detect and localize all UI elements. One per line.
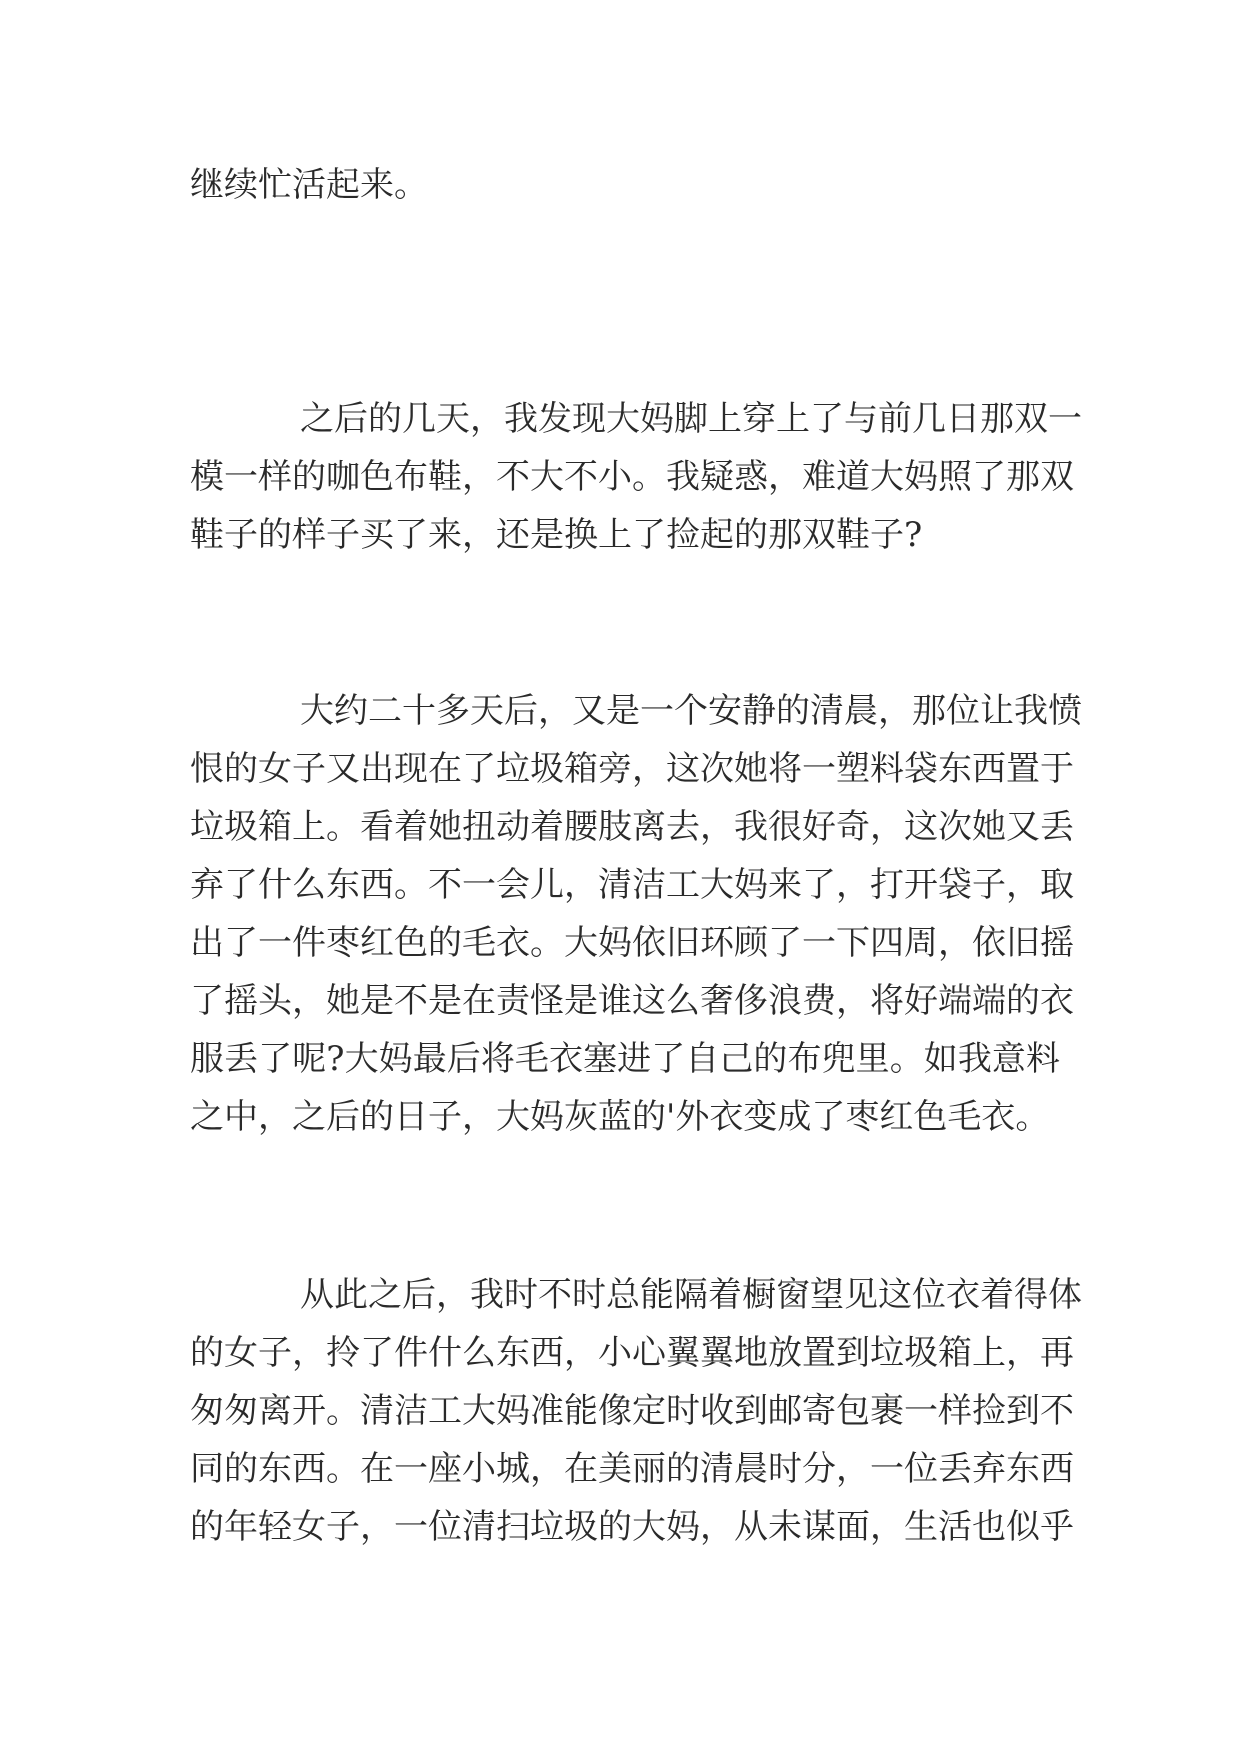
text-line: 出了一件枣红色的毛衣。大妈依旧环顾了一下四周，依旧摇 [190,923,1074,963]
text-line: 垃圾箱上。看着她扭动着腰肢离去，我很好奇，这次她又丢 [190,807,1074,847]
text-line: 鞋子的样子买了来，还是换上了捡起的那双鞋子? [190,515,923,555]
text-line: 之中，之后的日子，大妈灰蓝的'外衣变成了枣红色毛衣。 [190,1097,1050,1137]
text-line: 的女子，拎了件什么东西，小心翼翼地放置到垃圾箱上，再 [190,1333,1074,1373]
text-line: 之后的几天，我发现大妈脚上穿上了与前几日那双一 [300,399,1082,439]
paragraph [190,1266,1082,1556]
text-line: 继续忙活起来。 [190,165,428,205]
paragraph [190,682,1082,1146]
text-line: 大约二十多天后，又是一个安静的清晨，那位让我愤 [300,691,1082,731]
paragraph [190,390,1082,564]
text-line: 弃了什么东西。不一会儿，清洁工大妈来了，打开袋子，取 [190,865,1074,905]
text-line: 同的东西。在一座小城，在美丽的清晨时分，一位丢弃东西 [190,1449,1074,1489]
text-line: 匆匆离开。清洁工大妈准能像定时收到邮寄包裹一样捡到不 [190,1391,1074,1431]
text-line: 的年轻女子，一位清扫垃圾的大妈，从未谋面，生活也似乎 [190,1507,1074,1547]
paragraph [190,156,1060,214]
text-line: 从此之后，我时不时总能隔着橱窗望见这位衣着得体 [300,1275,1082,1315]
text-line: 了摇头，她是不是在责怪是谁这么奢侈浪费，将好端端的衣 [190,981,1074,1021]
text-line: 服丢了呢?大妈最后将毛衣塞进了自己的布兜里。如我意料 [190,1039,1060,1079]
text-line: 恨的女子又出现在了垃圾箱旁，这次她将一塑料袋东西置于 [190,749,1074,789]
text-line: 模一样的咖色布鞋，不大不小。我疑惑，难道大妈照了那双 [190,457,1074,497]
